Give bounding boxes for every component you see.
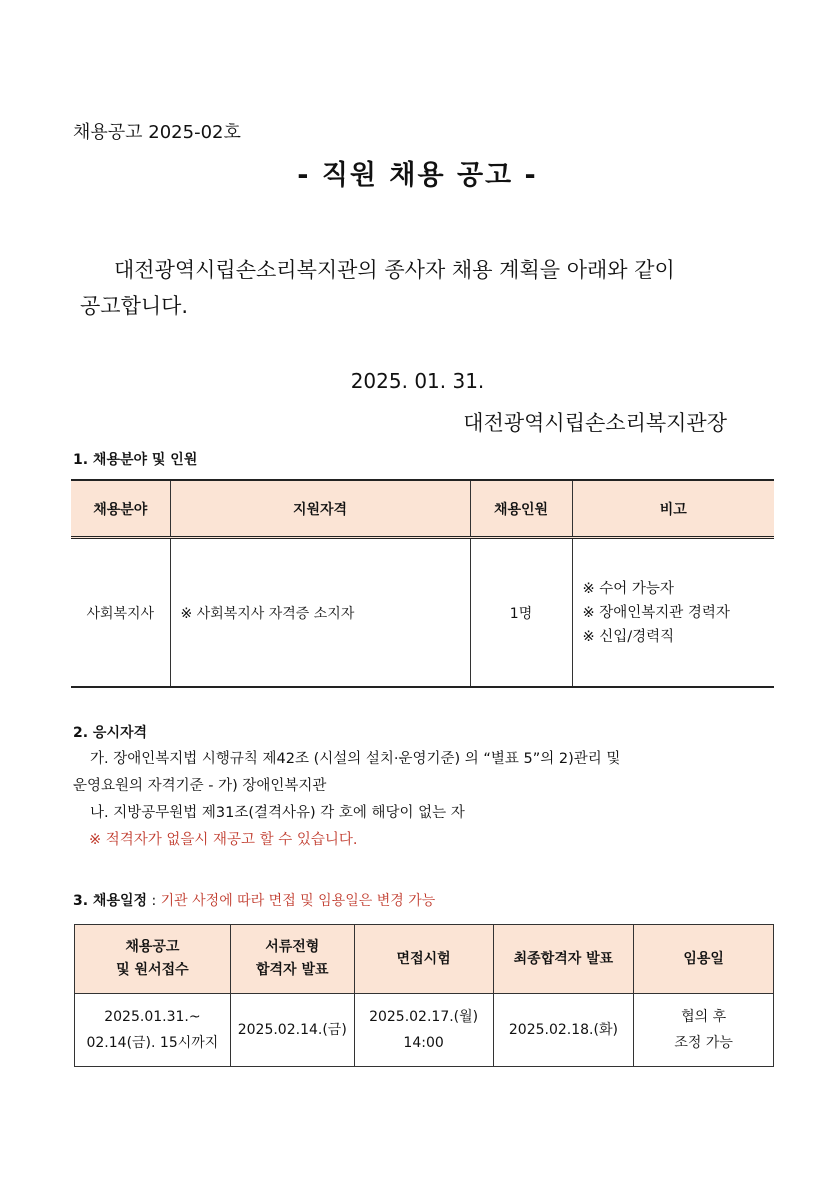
header-remarks: 비고 (572, 480, 774, 538)
organization-name: 대전광역시립손소리복지관장 (463, 411, 727, 435)
requirement-a-line2: 운영요원의 자격기준 - 가) 장애인복지관 (73, 778, 327, 794)
requirement-a-line1: 가. 장애인복지법 시행규칙 제42조 (시설의 설치·운영기준) 의 “별표 5”의 2)관리 및 (90, 751, 621, 767)
cell-final-result: 2025.02.18.(화) (493, 994, 634, 1067)
cell-document-result: 2025.02.14.(금) (230, 994, 354, 1067)
intro-line-1: 대전광역시립손소리복지관의 종사자 채용 계획을 아래와 같이 (114, 258, 675, 282)
notice-date: 2025. 01. 31. (350, 369, 485, 393)
section1-heading: 1. 채용분야 및 인원 (73, 452, 198, 468)
cell-interview-date: 2025.02.17.(월) 14:00 (354, 994, 493, 1067)
header-appointment: 임용일 (634, 925, 774, 994)
cell-remarks (572, 538, 774, 688)
remark-item: ※ 수어 가능자 (582, 580, 674, 597)
table-header-row (71, 480, 774, 538)
page-title: - 직원 채용 공고 - (297, 160, 538, 191)
reannouncement-warning: ※ 적격자가 없을시 재공고 할 수 있습니다. (89, 832, 358, 848)
intro-paragraph (80, 252, 740, 324)
header-count: 채용인원 (470, 480, 572, 538)
schedule-table (74, 924, 774, 1067)
header-document-screening: 서류전형 합격자 발표 (230, 925, 354, 994)
table-row (71, 538, 774, 688)
section2-heading: 2. 응시자격 (73, 725, 148, 741)
cell-appointment-date: 협의 후 조정 가능 (634, 994, 774, 1067)
table-header-row (75, 925, 774, 994)
header-field: 채용분야 (71, 480, 170, 538)
notice-number: 채용공고 2025-02호 (73, 122, 241, 143)
section3-title: 3. 채용일정 (73, 893, 148, 909)
cell-qualification: ※ 사회복지사 자격증 소지자 (170, 538, 470, 688)
positions-table (71, 479, 774, 688)
table-row (75, 994, 774, 1067)
requirements (73, 746, 773, 854)
header-final-announcement: 최종합격자 발표 (493, 925, 634, 994)
header-application: 채용공고 및 원서접수 (75, 925, 231, 994)
requirement-b: 나. 지방공무원법 제31조(결격사유) 각 호에 해당이 없는 자 (90, 805, 465, 821)
section3-colon: : (147, 893, 161, 909)
schedule-change-note: 기관 사정에 따라 면접 및 임용일은 변경 가능 (160, 893, 436, 909)
cell-field: 사회복지사 (71, 538, 170, 688)
remark-item: ※ 신입/경력직 (582, 628, 675, 645)
header-interview: 면접시험 (354, 925, 493, 994)
header-qualification: 지원자격 (170, 480, 470, 538)
cell-count: 1명 (470, 538, 572, 688)
remark-item: ※ 장애인복지관 경력자 (582, 604, 730, 621)
cell-application-period: 2025.01.31.~ 02.14(금). 15시까지 (75, 994, 231, 1067)
section3-heading (73, 890, 435, 910)
intro-line-2: 공고합니다. (80, 294, 189, 318)
